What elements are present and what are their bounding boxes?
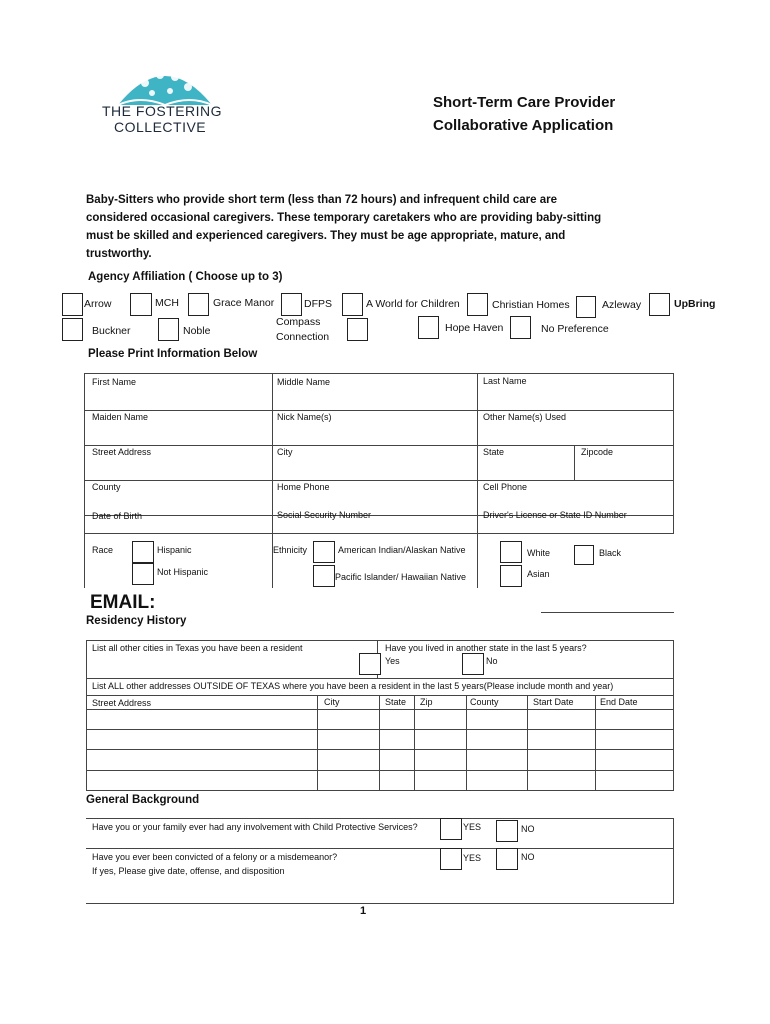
- checkbox-felony-no[interactable]: [496, 848, 518, 870]
- checkbox-black[interactable]: [574, 545, 594, 565]
- page-number: 1: [360, 905, 367, 917]
- background-heading: General Background: [86, 794, 200, 806]
- logo-text-1: THE FOSTERING: [102, 103, 223, 119]
- logo: [100, 55, 230, 150]
- residency-other-state-question: Have you lived in another state in the last 5 years?: [385, 643, 587, 653]
- field-street[interactable]: Street Address: [92, 447, 152, 457]
- label-black: Black: [599, 548, 622, 558]
- checkbox-american-indian[interactable]: [313, 541, 335, 563]
- field-zip[interactable]: Zipcode: [581, 447, 614, 457]
- field-first-name[interactable]: First Name: [92, 377, 137, 387]
- checkbox-felony-yes[interactable]: [440, 848, 462, 870]
- label-felony-no: NO: [521, 852, 535, 862]
- checkbox-pacific[interactable]: [313, 565, 335, 587]
- checkbox-white[interactable]: [500, 541, 522, 563]
- checkbox-asian[interactable]: [500, 565, 522, 587]
- checkbox-mch[interactable]: [130, 293, 152, 316]
- checkbox-compass[interactable]: [347, 318, 368, 341]
- label-hope-haven: Hope Haven: [445, 322, 504, 334]
- col-zip: Zip: [420, 697, 433, 707]
- intro-text: Baby-Sitters who provide short term (less than 72 hours) and infrequent child care are considered occasional caregivers. These temporary caretakers who are providing baby-sitting must be skilled and experienced caregivers. They must be age appropriate, mature, and trustworthy.: [86, 194, 602, 260]
- field-cell-phone[interactable]: Cell Phone: [483, 482, 528, 492]
- checkbox-other-state-no[interactable]: [462, 653, 484, 675]
- label-christian-homes: Christian Homes: [492, 299, 570, 311]
- label-other-state-yes: Yes: [385, 656, 400, 666]
- label-not-hispanic: Not Hispanic: [157, 567, 209, 577]
- checkbox-grace-manor[interactable]: [188, 293, 209, 316]
- residency-cities-question: List all other cities in Texas you have been a resident: [92, 643, 303, 653]
- label-mch: MCH: [155, 297, 179, 309]
- checkbox-world-children[interactable]: [342, 293, 363, 316]
- background-cps-question: Have you or your family ever had any involvement with Child Protective Services?: [92, 822, 418, 832]
- checkbox-christian-homes[interactable]: [467, 293, 488, 316]
- label-dfps: DFPS: [304, 298, 333, 310]
- label-compass: Compass: [276, 316, 321, 328]
- field-other-names[interactable]: Other Name(s) Used: [483, 412, 567, 422]
- email-line[interactable]: [541, 612, 674, 613]
- residency-heading: Residency History: [86, 615, 187, 627]
- col-state: State: [385, 697, 407, 707]
- checkbox-hope-haven[interactable]: [418, 316, 439, 339]
- label-no-preference: No Preference: [541, 323, 609, 335]
- col-end-date: End Date: [600, 697, 638, 707]
- field-dob[interactable]: Date of Birth: [92, 511, 143, 521]
- label-ethnicity: Ethnicity: [273, 545, 308, 555]
- col-start-date: Start Date: [533, 697, 574, 707]
- residency-addresses-question: List ALL other addresses OUTSIDE OF TEXAS where you have been a resident in the last 5 years(Please include month and year): [92, 681, 614, 691]
- checkbox-noble[interactable]: [158, 318, 179, 341]
- checkbox-no-preference[interactable]: [510, 316, 531, 339]
- umbrella-icon: [100, 55, 230, 110]
- label-white: White: [527, 548, 551, 558]
- checkbox-not-hispanic[interactable]: [132, 563, 154, 585]
- checkbox-arrow[interactable]: [62, 293, 83, 316]
- label-azleway: Azleway: [602, 299, 642, 311]
- label-noble: Noble: [183, 325, 211, 337]
- email-label: EMAIL:: [90, 592, 156, 613]
- label-race: Race: [92, 545, 114, 555]
- checkbox-upbring[interactable]: [649, 293, 670, 316]
- field-maiden-name[interactable]: Maiden Name: [92, 412, 149, 422]
- label-cps-yes: YES: [463, 822, 482, 832]
- form-title-1: Short-Term Care Provider: [433, 94, 616, 111]
- label-asian: Asian: [527, 569, 550, 579]
- label-arrow: Arrow: [84, 298, 112, 310]
- agency-heading: Agency Affiliation ( Choose up to 3): [88, 271, 283, 283]
- label-world-children: A World for Children: [366, 298, 460, 310]
- label-american-indian: American Indian/Alaskan Native: [338, 545, 466, 555]
- label-connection: Connection: [276, 331, 330, 343]
- checkbox-buckner[interactable]: [62, 318, 83, 341]
- label-upbring: UpBring: [674, 298, 716, 310]
- field-last-name[interactable]: Last Name: [483, 376, 527, 386]
- col-county: County: [470, 697, 499, 707]
- background-felony-details: If yes, Please give date, offense, and disposition: [92, 866, 285, 876]
- background-felony-question: Have you ever been convicted of a felony or a misdemeanor?: [92, 852, 338, 862]
- label-felony-yes: YES: [463, 853, 482, 863]
- col-street-address: Street Address: [92, 698, 152, 708]
- label-hispanic: Hispanic: [157, 545, 192, 555]
- field-home-phone[interactable]: Home Phone: [277, 482, 330, 492]
- label-grace-manor: Grace Manor: [213, 297, 275, 309]
- field-county[interactable]: County: [92, 482, 121, 492]
- checkbox-hispanic[interactable]: [132, 541, 154, 563]
- label-pacific: Pacific Islander/ Hawaiian Native: [335, 572, 467, 582]
- field-state[interactable]: State: [483, 447, 505, 457]
- checkbox-other-state-yes[interactable]: [359, 653, 381, 675]
- field-middle-name[interactable]: Middle Name: [277, 377, 331, 387]
- logo-text-2: COLLECTIVE: [114, 119, 207, 135]
- form-title-2: Collaborative Application: [433, 117, 614, 134]
- label-other-state-no: No: [486, 656, 498, 666]
- checkbox-cps-yes[interactable]: [440, 818, 462, 840]
- col-city: City: [324, 697, 340, 707]
- print-heading: Please Print Information Below: [88, 348, 258, 360]
- label-buckner: Buckner: [92, 325, 131, 337]
- label-cps-no: NO: [521, 824, 535, 834]
- field-license[interactable]: Driver's License or State ID Number: [483, 510, 627, 520]
- checkbox-cps-no[interactable]: [496, 820, 518, 842]
- field-ssn[interactable]: Social Security Number: [277, 510, 372, 520]
- field-city[interactable]: City: [277, 447, 293, 457]
- checkbox-azleway[interactable]: [576, 296, 596, 318]
- field-nick-names[interactable]: Nick Name(s): [277, 412, 332, 422]
- checkbox-dfps[interactable]: [281, 293, 302, 316]
